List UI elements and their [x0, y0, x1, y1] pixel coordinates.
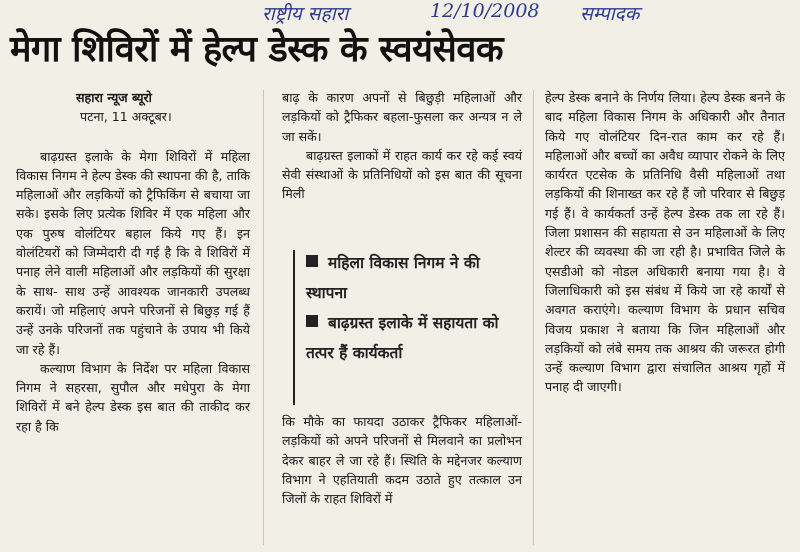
page-title: मेगा शिविरों में हेल्प डेस्क के स्वयंसेवक — [10, 29, 504, 70]
highlight-rule — [293, 250, 295, 405]
highlight-box — [306, 248, 521, 368]
highlight-item: बाढ़ग्रस्त इलाके में सहायता को तत्पर हैं कार्यकर्ता — [306, 314, 499, 362]
byline-dateline: पटना, 11 अक्टूबर। — [80, 109, 172, 125]
column-divider — [533, 90, 534, 545]
article-paragraph: बाढ़ग्रस्त इलाकों में राहत कार्य कर रहे कई स्वयं सेवी संस्थाओं के प्रतिनिधियों को इस बात की सूचना मिली — [282, 147, 522, 202]
date-note: 12/10/2008 — [430, 0, 540, 22]
article-column-3 — [545, 88, 785, 397]
article-paragraph: बाढ़ के कारण अपनों से बिछुड़ी महिलाओं और लड़कियों को ट्रैफिकर बहला-फुसला कर अन्यत्र न ले जा सकें। — [282, 90, 522, 144]
highlight-item: महिला विकास निगम ने की स्थापना — [306, 254, 480, 302]
handwritten-annotation — [262, 0, 682, 26]
column-divider — [263, 90, 264, 545]
bullet-square-icon — [306, 255, 318, 267]
byline-agency: सहारा न्यूज ब्यूरो — [76, 90, 152, 105]
article-paragraph: कि मौके का फायदा उठाकर ट्रैफिकर महिलाओं-लड़कियों को अपने परिजनों से मिलवाने का प्रलोभन देकर बाहर ले जा रहे हैं। स्थिति के मद्देनजर कल्याण विभाग ने एहतियाती कदम उठाते हुए तत्काल उन जिलों के राहत शिविरों में — [282, 414, 522, 507]
article-paragraph: बाढ़ग्रस्त इलाके के मेगा शिविरों में महिला विकास निगम ने हेल्प डेस्क की स्थापना की है, ताकि महिलाओं और लड़कियों को ट्रैफिकिंग से बचाया जा सके। इसके लिए प्रत्येक शिविर में एक महिला और एक पुरुष वोलंटियर बहाल किये गए हैं। इन वोलंटियरों को जिम्मेदारी दी गई है कि वे शिविरों में पनाह लेने वाली महिलाओं और लड़कियों की सुरक्षा के साथ- साथ उन्हें आवश्यक जानकारी उपलब्ध करायें। जो महिलाएं अपने परिजनों से बिछुड़ गई हैं उन्हें उनके परिजनों तक पहुंचाने के उपाय भी किये जा रहे हैं। — [16, 148, 250, 357]
section-note: सम्पादक — [580, 3, 640, 25]
publication-note: राष्ट्रीय सहारा — [262, 3, 349, 25]
article-column-1 — [16, 88, 250, 436]
bullet-square-icon — [306, 315, 318, 327]
article-column-2-top — [282, 88, 522, 204]
article-paragraph: हेल्प डेस्क बनाने के निर्णय लिया। हेल्प डेस्क बनने के बाद महिला विकास निगम के अधिकारी और तैनात किये गए वोलंटियर दिन-रात काम कर रहे हैं। महिलाओं और बच्चों का अवैध व्यापार रोकने के लिए कार्यरत एटसेक के प्रतिनिधि वैसी महिलाओं तथा लड़कियों की शिनाख्त कर रहे हैं जो परिवार से बिछुड़ गई हैं। वे कार्यकर्ता उन्हें हेल्प डेस्क तक ला रहे हैं। जिला प्रशासन की सहायता से उन महिलाओं के लिए शेल्टर की व्यवस्था की जा रही है। प्रभावित जिले के एसडीओ को नोडल अधिकारी बनाया गया है। वे जिलाधिकारी को इस संबंध में किये जा रहे कार्यों से अवगत कराएंगे। कल्याण विभाग के प्रधान सचिव विजय प्रकाश ने बताया कि जिन महिलाओं और लड़कियों को लंबे समय तक आश्रय की जरूरत होगी उन्हें कल्याण विभाग द्वारा संचालित आश्रय गृहों में पनाह दी जाएगी। — [545, 90, 785, 395]
article-paragraph: कल्याण विभाग के निर्देश पर महिला विकास निगम ने सहरसा, सुपौल और मधेपुरा के मेगा शिविरों में बने हेल्प डेस्क इस बात की ताकीद कर रहा है कि — [16, 360, 250, 434]
article-column-2-bottom — [282, 412, 522, 508]
